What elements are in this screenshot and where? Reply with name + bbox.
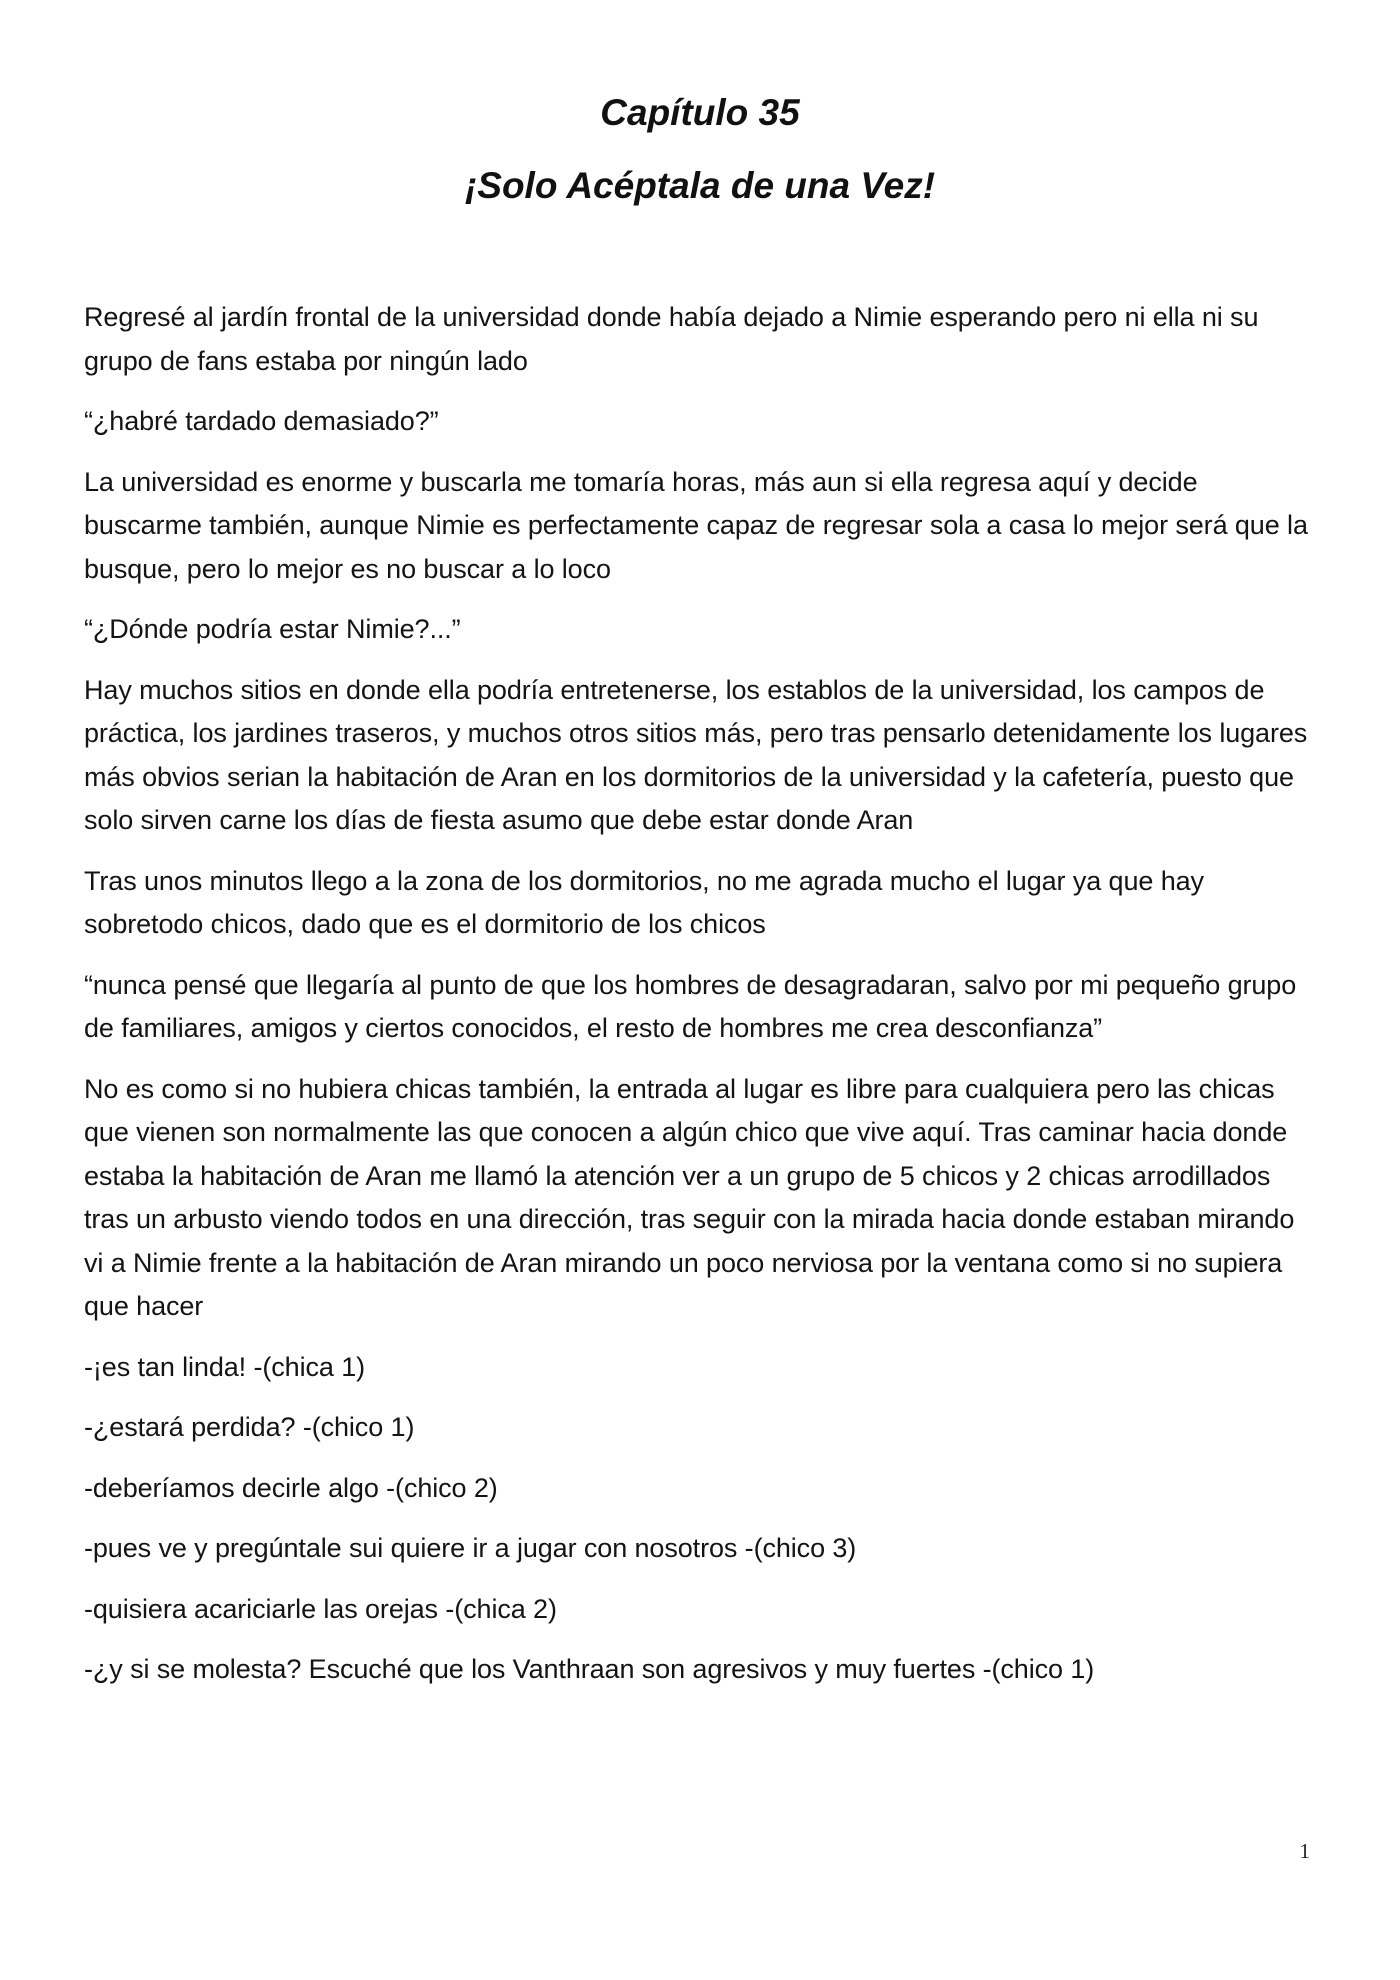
paragraph: “¿Dónde podría estar Nimie?...” — [84, 614, 461, 644]
paragraph: No es como si no hubiera chicas también, la entrada al lugar es libre para cualquiera pero las chicas que vienen son normalmente las que conocen a algún chico que vive aquí. Tras caminar hacia donde estaba la habitación de Aran me llamó la atención ver a un grupo de 5 chicos y 2 chicas arrodillados tras un arbusto viendo todos en una dirección, tras seguir con la mirada hacia donde estaban mirando vi a Nimie frente a la habitación de Aran mirando un poco nerviosa por la ventana como si no supiera que hacer — [84, 1073, 1295, 1321]
dialogue-line: -deberíamos decirle algo -(chico 2) — [84, 1472, 498, 1503]
chapter-heading: Capítulo 35 — [600, 92, 800, 133]
body-text — [84, 296, 1316, 1709]
paragraph: Tras unos minutos llego a la zona de los dormitorios, no me agrada mucho el lugar ya que hay sobretodo chicos, dado que es el dormitorio de los chicos — [84, 865, 1204, 939]
paragraph: Regresé al jardín frontal de la universidad donde había dejado a Nimie esperando pero ni ella ni su grupo de fans estaba por ningún lado — [84, 302, 1259, 376]
dialogue-line: -¡es tan linda! -(chica 1) — [84, 1351, 366, 1382]
dialogue-line: -¿y si se molesta? Escuché que los Vanthraan son agresivos y muy fuertes -(chico 1) — [84, 1654, 1095, 1684]
chapter-title: ¡Solo Acéptala de una Vez! — [464, 165, 936, 206]
page-number: 1 — [1299, 1839, 1310, 1863]
paragraph: La universidad es enorme y buscarla me tomaría horas, más aun si ella regresa aquí y decide buscarme también, aunque Nimie es perfectamente capaz de regresar sola a casa lo mejor será que la busque, pero lo mejor es no buscar a lo loco — [84, 466, 1308, 584]
dialogue-line: -quisiera acariciarle las orejas -(chica 2) — [84, 1593, 557, 1624]
dialogue-line: -¿estará perdida? -(chico 1) — [84, 1412, 415, 1442]
paragraph: “nunca pensé que llegaría al punto de que los hombres de desagradaran, salvo por mi pequeño grupo de familiares, amigos y ciertos conocidos, el resto de hombres me crea desconfianza” — [84, 969, 1297, 1043]
dialogue-line: -pues ve y pregúntale sui quiere ir a jugar con nosotros -(chico 3) — [84, 1533, 857, 1563]
paragraph: Hay muchos sitios en donde ella podría entretenerse, los establos de la universidad, los campos de práctica, los jardines traseros, y muchos otros sitios más, pero tras pensarlo detenidamente los lugares más obvios serian la habitación de Aran en los dormitorios de la universidad y la cafetería, puesto que solo sirven carne los días de fiesta asumo que debe estar donde Aran — [84, 674, 1308, 835]
paragraph: “¿habré tardado demasiado?” — [84, 406, 439, 436]
